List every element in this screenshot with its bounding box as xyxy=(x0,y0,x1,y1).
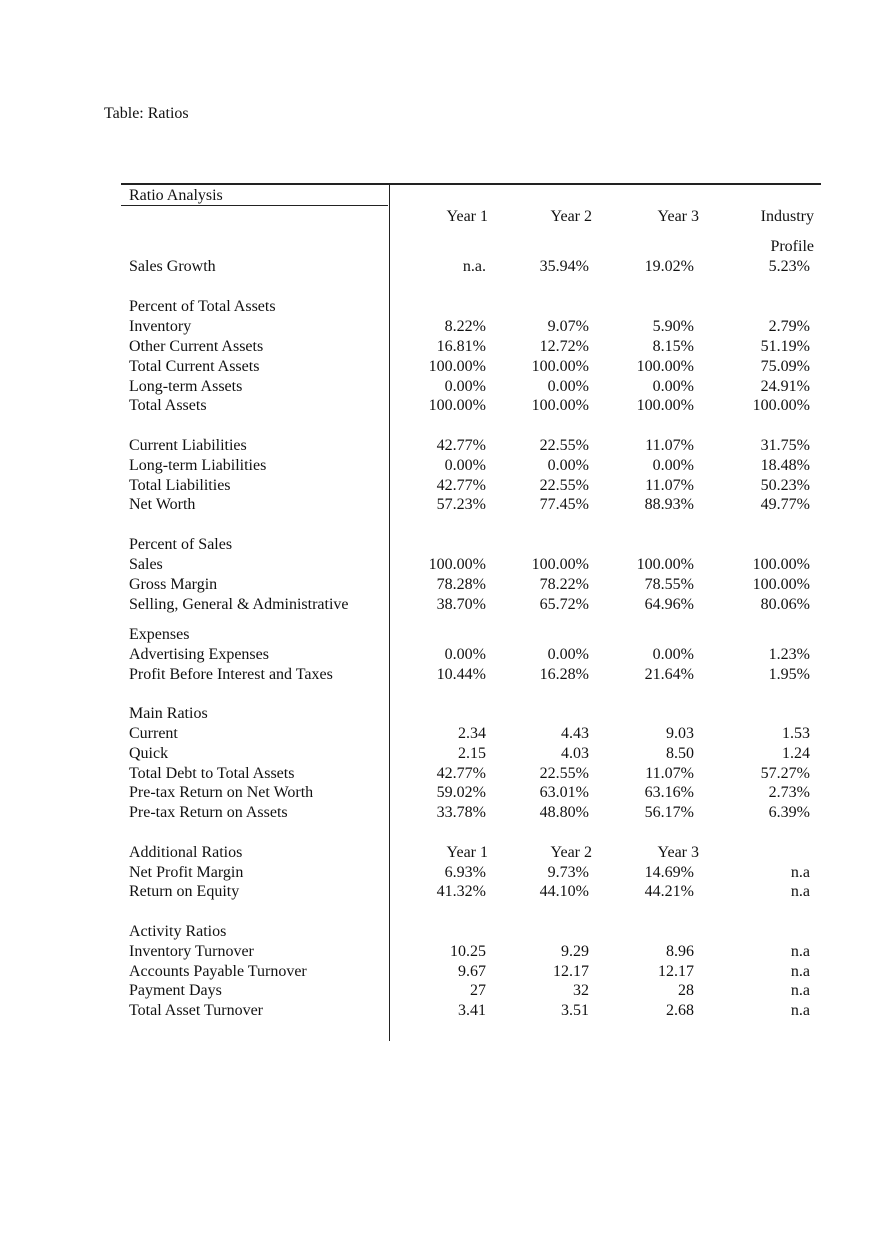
cell-year-3: 78.55% xyxy=(644,576,694,593)
cell-year-1: 100.00% xyxy=(428,358,486,375)
cell-year-2: 12.17 xyxy=(553,963,589,980)
cell-industry: 1.23% xyxy=(768,646,810,663)
row-label: Total Assets xyxy=(129,397,207,414)
cell-year-2: 100.00% xyxy=(531,556,589,573)
row-label: Total Asset Turnover xyxy=(129,1002,263,1019)
table-row xyxy=(0,665,880,685)
table-row xyxy=(0,555,880,575)
table-row xyxy=(0,724,880,744)
cell-year-2: 22.55% xyxy=(539,765,589,782)
cell-year-3: 100.00% xyxy=(636,397,694,414)
row-label: Return on Equity xyxy=(129,883,240,900)
cell-year-2: 22.55% xyxy=(539,477,589,494)
table-row xyxy=(0,297,880,317)
row-label: Total Debt to Total Assets xyxy=(129,765,295,782)
cell-year-2: 9.07% xyxy=(547,318,589,335)
cell-year-3: 8.15% xyxy=(652,338,694,355)
table-row xyxy=(0,704,880,724)
row-label: Activity Ratios xyxy=(129,923,227,940)
cell-year-3: 19.02% xyxy=(644,258,694,275)
row-label: Net Profit Margin xyxy=(129,864,244,881)
row-label: Pre-tax Return on Assets xyxy=(129,804,288,821)
header-year-3: Year 3 xyxy=(657,208,699,225)
row-label: Inventory xyxy=(129,318,192,335)
cell-year-1: 38.70% xyxy=(436,596,486,613)
table-top-rule xyxy=(121,183,821,185)
cell-year-3: 2.68 xyxy=(666,1002,694,1019)
table-row xyxy=(0,377,880,397)
cell-year-1: 2.15 xyxy=(458,745,486,762)
row-label: Percent of Sales xyxy=(129,536,233,553)
table-row xyxy=(0,981,880,1001)
cell-year-3: 14.69% xyxy=(644,864,694,881)
cell-industry: n.a xyxy=(790,963,810,980)
cell-year-3: 100.00% xyxy=(636,358,694,375)
cell-year-3: 12.17 xyxy=(658,963,694,980)
table-row xyxy=(0,257,880,277)
table-row xyxy=(0,922,880,942)
cell-year-2: 9.29 xyxy=(561,943,589,960)
row-label: Percent of Total Assets xyxy=(129,298,276,315)
cell-year-1: Year 1 xyxy=(446,844,488,861)
table-row xyxy=(0,744,880,764)
cell-year-3: 9.03 xyxy=(666,725,694,742)
document-title: Table: Ratios xyxy=(104,105,189,122)
label-header-underline xyxy=(121,205,388,206)
row-label: Additional Ratios xyxy=(129,844,243,861)
cell-industry: 50.23% xyxy=(760,477,810,494)
row-label: Sales xyxy=(129,556,163,573)
cell-year-1: 9.67 xyxy=(458,963,486,980)
cell-year-1: 100.00% xyxy=(428,556,486,573)
cell-year-3: 28 xyxy=(678,982,694,999)
row-label: Inventory Turnover xyxy=(129,943,254,960)
cell-year-1: 6.93% xyxy=(444,864,486,881)
cell-industry: 24.91% xyxy=(760,378,810,395)
cell-year-3: Year 3 xyxy=(657,844,699,861)
cell-year-1: 42.77% xyxy=(436,765,486,782)
table-row xyxy=(0,942,880,962)
cell-industry: n.a xyxy=(790,883,810,900)
cell-year-3: 63.16% xyxy=(644,784,694,801)
cell-year-3: 44.21% xyxy=(644,883,694,900)
cell-year-1: 10.44% xyxy=(436,666,486,683)
table-row xyxy=(0,575,880,595)
row-label: Main Ratios xyxy=(129,705,208,722)
cell-year-3: 8.96 xyxy=(666,943,694,960)
cell-year-1: 3.41 xyxy=(458,1002,486,1019)
cell-industry: 80.06% xyxy=(760,596,810,613)
table-row xyxy=(0,317,880,337)
header-year-2: Year 2 xyxy=(550,208,592,225)
cell-year-3: 5.90% xyxy=(652,318,694,335)
row-label: Current Liabilities xyxy=(129,437,247,454)
header-year-1: Year 1 xyxy=(446,208,488,225)
cell-industry: 100.00% xyxy=(752,576,810,593)
row-label: Gross Margin xyxy=(129,576,218,593)
cell-year-1: 42.77% xyxy=(436,437,486,454)
cell-year-1: 42.77% xyxy=(436,477,486,494)
cell-year-1: 0.00% xyxy=(444,378,486,395)
table-row xyxy=(0,882,880,902)
table-row xyxy=(0,337,880,357)
cell-year-1: 57.23% xyxy=(436,496,486,513)
row-label: Long-term Assets xyxy=(129,378,243,395)
cell-year-2: 0.00% xyxy=(547,646,589,663)
cell-industry: 2.73% xyxy=(768,784,810,801)
ratio-analysis-heading: Ratio Analysis xyxy=(129,187,223,204)
cell-year-2: 100.00% xyxy=(531,397,589,414)
cell-industry: 57.27% xyxy=(760,765,810,782)
cell-year-1: 41.32% xyxy=(436,883,486,900)
row-label: Profit Before Interest and Taxes xyxy=(129,666,333,683)
cell-year-1: 0.00% xyxy=(444,646,486,663)
row-label: Current xyxy=(129,725,178,742)
table-row xyxy=(0,495,880,515)
cell-year-1: 59.02% xyxy=(436,784,486,801)
table-row xyxy=(0,476,880,496)
table-row xyxy=(0,456,880,476)
cell-industry: 100.00% xyxy=(752,397,810,414)
cell-year-2: 63.01% xyxy=(539,784,589,801)
cell-year-1: 78.28% xyxy=(436,576,486,593)
cell-industry: n.a xyxy=(790,982,810,999)
cell-year-1: 8.22% xyxy=(444,318,486,335)
cell-year-2: 0.00% xyxy=(547,457,589,474)
cell-year-1: 2.34 xyxy=(458,725,486,742)
cell-year-3: 0.00% xyxy=(652,646,694,663)
cell-year-2: 22.55% xyxy=(539,437,589,454)
cell-industry: 100.00% xyxy=(752,556,810,573)
cell-year-2: 78.22% xyxy=(539,576,589,593)
cell-year-1: 100.00% xyxy=(428,397,486,414)
cell-year-2: Year 2 xyxy=(550,844,592,861)
cell-industry: 2.79% xyxy=(768,318,810,335)
cell-industry: 75.09% xyxy=(760,358,810,375)
cell-industry: 5.23% xyxy=(768,258,810,275)
cell-year-2: 9.73% xyxy=(547,864,589,881)
row-label: Selling, General & Administrative xyxy=(129,596,349,613)
cell-year-3: 0.00% xyxy=(652,457,694,474)
row-label: Expenses xyxy=(129,626,190,643)
cell-industry: 49.77% xyxy=(760,496,810,513)
row-label: Accounts Payable Turnover xyxy=(129,963,307,980)
cell-year-2: 4.43 xyxy=(561,725,589,742)
row-label: Quick xyxy=(129,745,169,762)
table-row xyxy=(0,396,880,416)
cell-year-2: 100.00% xyxy=(531,358,589,375)
cell-year-2: 32 xyxy=(573,982,589,999)
cell-year-2: 44.10% xyxy=(539,883,589,900)
row-label: Payment Days xyxy=(129,982,222,999)
cell-industry: n.a xyxy=(790,864,810,881)
row-label: Sales Growth xyxy=(129,258,216,275)
cell-year-2: 0.00% xyxy=(547,378,589,395)
cell-year-3: 11.07% xyxy=(645,477,694,494)
column-header-row-2 xyxy=(0,237,880,257)
cell-year-1: 16.81% xyxy=(436,338,486,355)
cell-year-3: 21.64% xyxy=(644,666,694,683)
row-label: Long-term Liabilities xyxy=(129,457,267,474)
cell-industry: 1.53 xyxy=(782,725,810,742)
row-label: Total Liabilities xyxy=(129,477,231,494)
table-row xyxy=(0,783,880,803)
cell-year-1: n.a. xyxy=(462,258,486,275)
cell-year-1: 33.78% xyxy=(436,804,486,821)
table-row xyxy=(0,595,880,615)
table-row xyxy=(0,436,880,456)
cell-year-3: 8.50 xyxy=(666,745,694,762)
cell-year-2: 16.28% xyxy=(539,666,589,683)
cell-year-3: 64.96% xyxy=(644,596,694,613)
cell-year-3: 11.07% xyxy=(645,765,694,782)
table-row xyxy=(0,357,880,377)
table-row xyxy=(0,863,880,883)
cell-year-3: 0.00% xyxy=(652,378,694,395)
cell-industry: n.a xyxy=(790,1002,810,1019)
row-label: Other Current Assets xyxy=(129,338,264,355)
table-row xyxy=(0,843,880,863)
row-label: Advertising Expenses xyxy=(129,646,269,663)
cell-year-2: 35.94% xyxy=(539,258,589,275)
cell-industry: n.a xyxy=(790,943,810,960)
cell-year-3: 56.17% xyxy=(644,804,694,821)
table-row xyxy=(0,625,880,645)
cell-year-3: 11.07% xyxy=(645,437,694,454)
cell-year-2: 77.45% xyxy=(539,496,589,513)
cell-industry: 6.39% xyxy=(768,804,810,821)
cell-industry: 31.75% xyxy=(760,437,810,454)
table-row xyxy=(0,803,880,823)
cell-year-3: 88.93% xyxy=(644,496,694,513)
column-header-row xyxy=(0,207,880,227)
cell-industry: 1.95% xyxy=(768,666,810,683)
cell-year-1: 0.00% xyxy=(444,457,486,474)
header-industry: Industry xyxy=(760,208,814,225)
cell-year-2: 3.51 xyxy=(561,1002,589,1019)
header-profile: Profile xyxy=(770,238,814,255)
cell-year-3: 100.00% xyxy=(636,556,694,573)
cell-year-2: 65.72% xyxy=(539,596,589,613)
row-label: Net Worth xyxy=(129,496,196,513)
table-row xyxy=(0,764,880,784)
table-row xyxy=(0,1001,880,1021)
cell-industry: 18.48% xyxy=(760,457,810,474)
cell-year-2: 12.72% xyxy=(539,338,589,355)
row-label: Pre-tax Return on Net Worth xyxy=(129,784,314,801)
cell-industry: 51.19% xyxy=(760,338,810,355)
table-row xyxy=(0,535,880,555)
cell-year-1: 10.25 xyxy=(450,943,486,960)
cell-industry: 1.24 xyxy=(782,745,810,762)
table-row xyxy=(0,962,880,982)
cell-year-1: 27 xyxy=(470,982,486,999)
table-row xyxy=(0,645,880,665)
cell-year-2: 4.03 xyxy=(561,745,589,762)
cell-year-2: 48.80% xyxy=(539,804,589,821)
row-label: Total Current Assets xyxy=(129,358,260,375)
